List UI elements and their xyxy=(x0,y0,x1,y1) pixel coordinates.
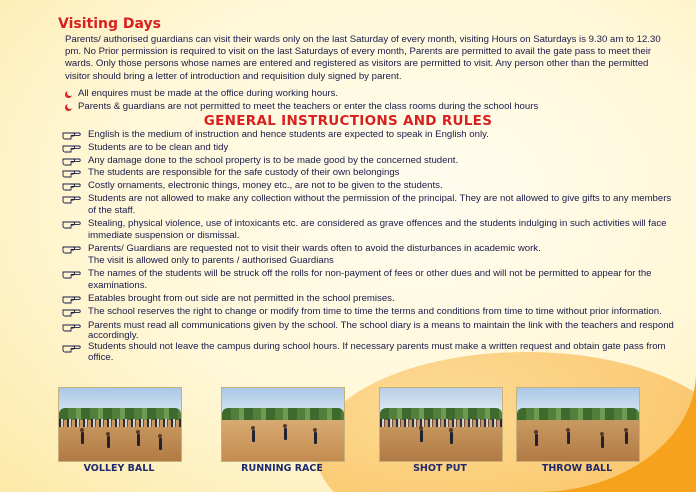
pointing-hand-icon xyxy=(62,219,82,229)
rule-text-group xyxy=(88,243,674,267)
rule-note: The visit is allowed only to parents / authorised Guardians xyxy=(88,255,334,267)
rule-text: Parents/ Guardians are requested not to visit their wards often to avoid the disturbances in academic work. xyxy=(88,242,541,254)
rule-text: The names of the students will be struck off the rolls for non-payment of fees or other dues and will not be permitted to appear for the examinations. xyxy=(88,267,652,292)
rule-text: Eatables brought from out side are not permitted in the school premises. xyxy=(88,292,395,304)
pointing-hand-icon xyxy=(62,307,82,317)
list-item xyxy=(62,342,674,363)
rule-text: The school reserves the right to change or modify from time to time the terms and conditions from time to time without prior information. xyxy=(88,305,662,317)
rule-text: Stealing, physical violence, use of intoxicants etc. are considered as grave offences and the students indulging in such activities will face immediate suspension or dismissal. xyxy=(88,217,667,242)
list-item xyxy=(62,268,674,292)
pointing-hand-icon xyxy=(62,269,82,279)
visiting-days-paragraph: Parents/ authorised guardians can visit their wards only on the last Saturday of every month, visiting Hours on Saturdays is 9.30 am to 12.30 pm. No Prior permission is required to visit on the last Saturdays of every month, Parents are permitted to avail the gate pass to meet their wards. Only those persons whose names are entered and registered as visitors are permitted to visit. Any person other than the permitted visitor should bring a letter of introduction and requisition duly signed by parent. xyxy=(65,34,661,82)
rule-text: English is the medium of instruction and hence students are expected to speak in English only. xyxy=(88,129,489,140)
bullet-text: All enquires must be made at the office during working hours. xyxy=(78,88,339,99)
pointing-hand-icon xyxy=(62,143,82,153)
list-item xyxy=(62,218,674,242)
caption-throw-ball: THROW BALL xyxy=(541,463,613,474)
crescent-bullet-icon xyxy=(65,104,72,111)
caption-running-race: RUNNING RACE xyxy=(241,463,323,474)
list-item xyxy=(62,129,674,141)
pointing-hand-icon xyxy=(62,130,82,140)
caption-shot-put: SHOT PUT xyxy=(413,463,467,474)
photo-strip xyxy=(0,387,696,467)
list-item xyxy=(62,293,674,305)
pointing-hand-icon xyxy=(62,181,82,191)
bullet-text: Parents & guardians are not permitted to meet the teachers or enter the class rooms during the school hours xyxy=(78,100,539,112)
rule-text: Students are to be clean and tidy xyxy=(88,141,229,153)
pointing-hand-icon xyxy=(62,244,82,254)
pointing-hand-icon xyxy=(62,322,82,332)
throw-ball-photo xyxy=(516,387,640,462)
rules-list xyxy=(62,129,674,364)
list-item xyxy=(62,155,674,167)
visiting-bullet-list xyxy=(65,88,663,113)
list-item xyxy=(62,180,674,192)
pointing-hand-icon xyxy=(62,294,82,304)
list-item xyxy=(65,88,663,101)
rule-text: The students are responsible for the safe custody of their own belongings xyxy=(88,167,400,179)
rule-text: Parents must read all communications given by the school. The school diary is a means to maintain the link with the teachers and respond accordingly. xyxy=(88,319,674,342)
shot-put-photo xyxy=(379,387,503,462)
list-item xyxy=(62,142,674,154)
list-item xyxy=(62,306,674,318)
caption-volley-ball: VOLLEY BALL xyxy=(83,463,155,474)
rule-text: Costly ornaments, electronic things, money etc., are not to be given to the students. xyxy=(88,180,443,192)
rules-title: GENERAL INSTRUCTIONS AND RULES xyxy=(203,113,493,129)
list-item xyxy=(62,167,674,179)
pointing-hand-icon xyxy=(62,343,82,353)
rule-text: Students are not allowed to make any collection without the permission of the principal. They are not allowed to give gifts to any members of the staff. xyxy=(88,192,672,217)
pointing-hand-icon xyxy=(62,168,82,178)
pointing-hand-icon xyxy=(62,194,82,204)
rule-text: Any damage done to the school property is to be made good by the concerned student. xyxy=(88,154,459,166)
crescent-bullet-icon xyxy=(65,91,72,98)
list-item xyxy=(65,101,663,114)
running-race-photo xyxy=(221,387,345,462)
list-item xyxy=(62,243,674,267)
pointing-hand-icon xyxy=(62,156,82,166)
visiting-days-title: Visiting Days xyxy=(58,16,161,32)
list-item xyxy=(62,193,674,217)
volley-ball-photo xyxy=(58,387,182,462)
list-item xyxy=(62,321,674,342)
rule-text: Students should not leave the campus during school hours. If necessary parents must make a written request and obtain gate pass from office. xyxy=(88,341,666,363)
